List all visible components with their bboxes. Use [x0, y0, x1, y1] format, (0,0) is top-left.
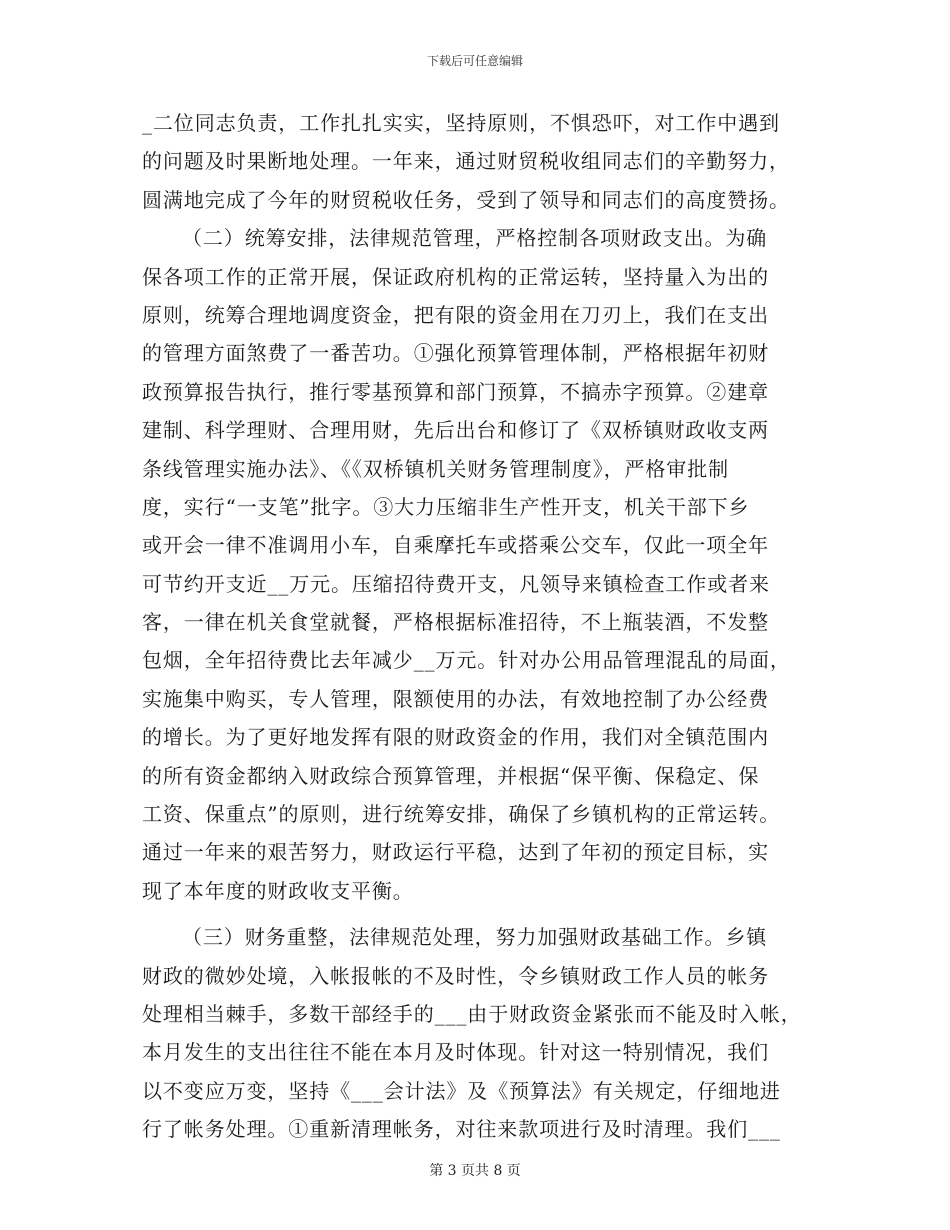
text-line: 度，实行“一支笔”批字。③大力压缩非生产性开支，机关干部下乡	[142, 494, 750, 519]
text-line: 通过一年来的艰苦努力，财政运行平稳，达到了年初的预定目标，实	[142, 840, 769, 865]
text-line: 包烟，全年招待费比去年减少__万元。针对办公用品管理混乱的局面，	[142, 648, 791, 673]
section-heading-line: （三）财务重整，法律规范处理，努力加强财政基础工作。乡镇	[182, 925, 768, 950]
text-line: 以不变应万变，坚持《___会计法》及《预算法》有关规定，仔细地进	[142, 1078, 781, 1103]
text-line: 建制、科学理财、合理用财，先后出台和修订了《双桥镇财政收支两	[142, 418, 769, 443]
text-line: 或开会一律不准调用小车，自乘摩托车或搭乘公交车，仅此一项全年	[142, 533, 769, 558]
text-line: 工资、保重点”的原则，进行统筹安排，确保了乡镇机构的正常运转。	[142, 802, 781, 827]
page-footer: 第 3 页共 8 页	[429, 1163, 521, 1179]
text-line: 现了本年度的财政收支平衡。	[142, 878, 414, 903]
text-line: 政预算报告执行，推行零基预算和部门预算，不搞赤字预算。②建章	[142, 379, 769, 404]
document-body	[142, 104, 810, 1187]
text-line: 的增长。为了更好地发挥有限的财政资金的作用，我们对全镇范围内	[142, 725, 769, 750]
text-line: 圆满地完成了今年的财贸税收任务，受到了领导和同志们的高度赞扬。	[142, 187, 790, 212]
text-line: 保各项工作的正常开展，保证政府机构的正常运转，坚持量入为出的	[142, 264, 769, 289]
page-header: 下载后可任意编辑	[426, 54, 523, 68]
text-line: 处理相当棘手，多数干部经手的___由于财政资金紧张而不能及时入帐，	[142, 1001, 802, 1026]
text-line: 行了帐务处理。①重新清理帐务，对往来款项进行及时清理。我们___	[142, 1117, 781, 1142]
text-line: 的管理方面煞费了一番苦功。①强化预算管理体制，严格根据年初财	[142, 341, 769, 366]
text-line: 条线管理实施办法》、《《双桥镇机关财务管理制度》，严格审批制	[142, 456, 729, 481]
text-line: 财政的微妙处境，入帐报帐的不及时性，令乡镇财政工作人员的帐务	[142, 963, 769, 988]
text-line: 可节约开支近__万元。压缩招待费开支，凡领导来镇检查工作或者来	[142, 571, 770, 596]
text-line: _二位同志负责，工作扎扎实实，坚持原则，不惧恐吓，对工作中遇到	[142, 111, 780, 135]
text-line: 客，一律在机关食堂就餐，严格根据标准招待，不上瓶装酒，不发整	[142, 610, 769, 635]
section-heading-line: （二）统筹安排，法律规范管理，严格控制各项财政支出。为确	[182, 226, 768, 251]
paragraph-spacer	[142, 910, 810, 918]
text-line: 本月发生的支出往往不能在本月及时体现。针对这一特别情况，我们	[142, 1040, 769, 1065]
text-line: 原则，统筹合理地调度资金，把有限的资金用在刀刃上，我们在支出	[142, 302, 769, 327]
text-line: 的所有资金都纳入财政综合预算管理，并根据“保平衡、保稳定、保	[142, 763, 760, 788]
text-line: 实施集中购买，专人管理，限额使用的办法，有效地控制了办公经费	[142, 686, 769, 711]
text-line: 的问题及时果断地处理。一年来，通过财贸税收组同志们的辛勤努力，	[142, 149, 790, 174]
